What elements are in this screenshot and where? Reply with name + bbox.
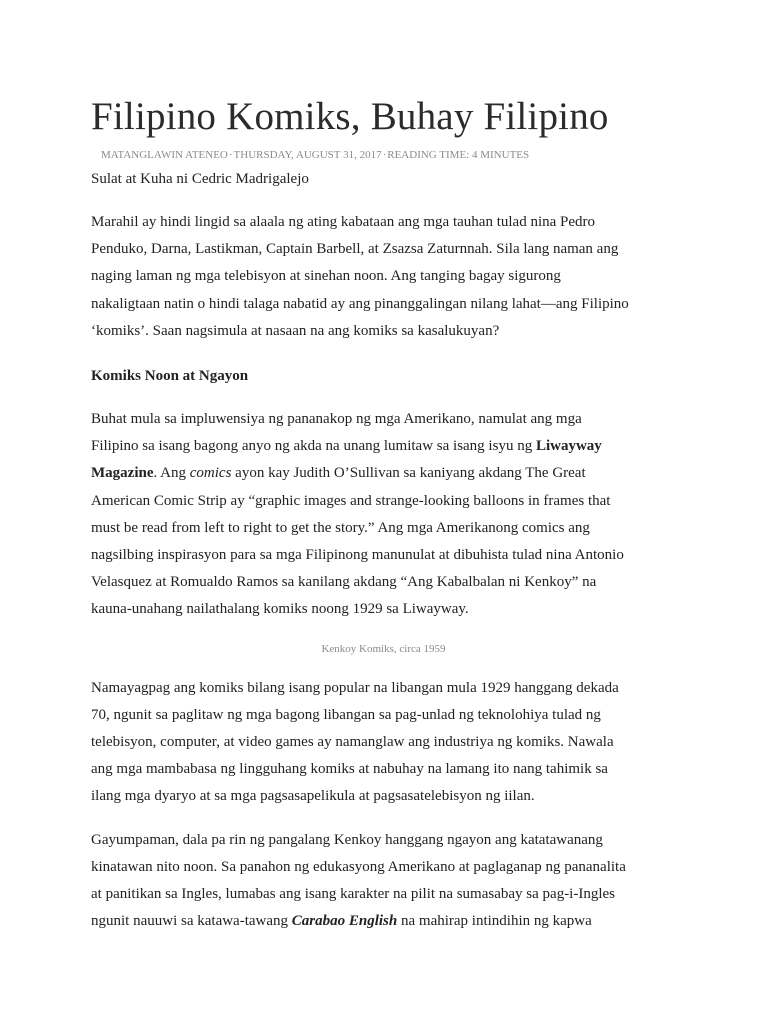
bold-italic-text: Carabao English	[291, 913, 398, 930]
text-line: Namayagpag ang komiks bilang isang popular na libangan mula 1929 hanggang dekada	[91, 679, 619, 696]
meta-separator: ·	[228, 149, 233, 161]
text-line: naging laman ng mga telebisyon at sinehan noon. Ang tanging bagay sigurong	[91, 268, 561, 285]
text-segment: na mahirap intindihin ng kapwa	[397, 913, 592, 930]
text-line: ilang mga dyaryo at sa mga pagsasapelikula at pagsasatelebisyon ng iilan.	[91, 788, 535, 805]
text-line: Velasquez at Romualdo Ramos sa kanilang akdang “Ang Kabalbalan ni Kenkoy” na	[91, 574, 597, 591]
paragraph-intro	[91, 209, 691, 345]
text-line: American Comic Strip ay “graphic images and strange-looking balloons in frames that	[91, 492, 611, 509]
text-line: must be read from left to right to get the story.” Ang mga Amerikanong comics ang	[91, 519, 590, 536]
bold-text: Liwayway	[535, 438, 602, 455]
text-line	[91, 460, 691, 487]
article-meta	[101, 148, 691, 162]
text-segment: ngunit nauuwi sa katawa-tawang	[91, 913, 292, 930]
paragraph-history	[91, 406, 691, 624]
text-line: Penduko, Darna, Lastikman, Captain Barbell, at Zsazsa Zaturnnah. Sila lang naman ang	[91, 241, 619, 258]
bold-text: Magazine	[91, 465, 154, 482]
text-line: nagsilbing inspirasyon para sa mga Filipinong manunulat at dibuhista tulad nina Antonio	[91, 547, 624, 564]
author-link[interactable]: MATANGLAWIN ATENEO	[101, 149, 228, 161]
text-line: ‘komiks’. Saan nagsimula at nasaan na ang komiks sa kasalukuyan?	[91, 322, 500, 339]
text-segment: ayon kay Judith O’Sullivan sa kaniyang akdang The Great	[231, 465, 586, 482]
article-title: Filipino Komiks, Buhay Filipino	[91, 95, 609, 138]
text-line: Buhat mula sa impluwensiya ng pananakop ng mga Amerikano, namulat ang mga	[91, 411, 582, 428]
text-line: ang mga mambabasa ng lingguhang komiks at nabuhay na lamang ito nang tahimik sa	[91, 761, 608, 778]
reading-time: READING TIME: 4 MINUTES	[387, 149, 530, 161]
image-caption: Kenkoy Komiks, circa 1959	[321, 642, 446, 655]
byline: Sulat at Kuha ni Cedric Madrigalejo	[91, 171, 309, 187]
italic-text: comics	[189, 465, 232, 482]
text-line: telebisyon, computer, at video games ay namanglaw ang industriya ng komiks. Nawala	[91, 734, 614, 751]
text-line	[91, 908, 691, 935]
section-heading: Komiks Noon at Ngayon	[91, 368, 249, 385]
text-line: 70, ngunit sa paglitaw ng mga bagong libangan sa pag-unlad ng teknolohiya tulad ng	[91, 706, 601, 723]
text-line: Gayumpaman, dala pa rin ng pangalang Kenkoy hanggang ngayon ang katatawanang	[91, 831, 603, 848]
text-line	[91, 433, 691, 460]
text-segment: Filipino sa isang bagong anyo ng akda na unang lumitaw sa isang isyu ng	[91, 438, 536, 455]
paragraph-decline	[91, 675, 691, 811]
publish-date: THURSDAY, AUGUST 31, 2017	[233, 149, 382, 161]
text-line: kauna-unahang nailathalang komiks noong 1929 sa Liwayway.	[91, 601, 469, 618]
text-segment: . Ang	[153, 465, 190, 482]
text-line: Marahil ay hindi lingid sa alaala ng ating kabataan ang mga tauhan tulad nina Pedro	[91, 214, 596, 230]
text-line: at panitikan sa Ingles, lumabas ang isang karakter na pilit na sumasabay sa pag-i-Ingles	[91, 886, 616, 903]
article	[91, 92, 691, 935]
text-line: nakaligtaan natin o hindi talaga nabatid ay ang pinanggalingan nilang lahat—ang Filipino	[91, 295, 629, 312]
text-line: kinatawan nito noon. Sa panahon ng edukasyong Amerikano at paglaganap ng pananalita	[91, 858, 626, 875]
meta-separator: ·	[382, 149, 387, 161]
paragraph-kenkoy	[91, 827, 691, 936]
